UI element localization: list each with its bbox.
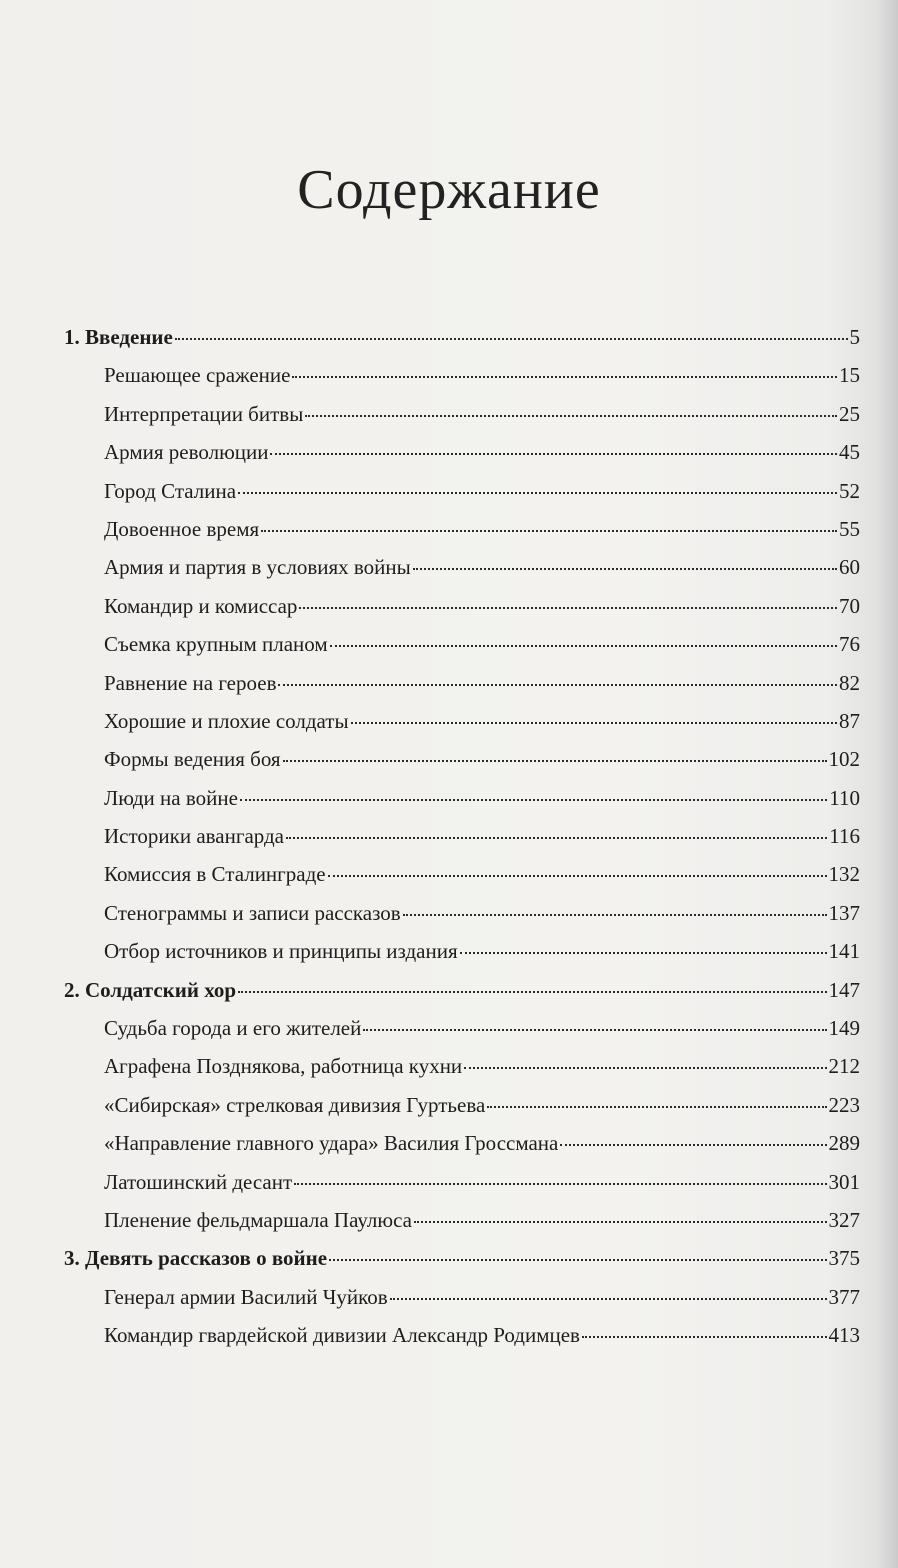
toc-entry-label: Отбор источников и принципы издания bbox=[104, 939, 458, 964]
page-title: Содержание bbox=[297, 159, 601, 221]
dot-leader bbox=[238, 990, 826, 993]
toc-page-number: 45 bbox=[839, 440, 860, 465]
toc-entry bbox=[58, 779, 860, 817]
toc-entry-label: Аграфена Позднякова, работница кухни bbox=[104, 1054, 463, 1079]
dot-leader bbox=[294, 1182, 826, 1185]
toc-entry-label: Стенограммы и записи рассказов bbox=[104, 900, 401, 925]
toc-entry-label: Командир и комиссар bbox=[104, 593, 298, 618]
toc-entry bbox=[58, 510, 860, 548]
toc-section-entry bbox=[58, 1239, 860, 1277]
toc-entry bbox=[58, 1086, 860, 1124]
toc-entry bbox=[58, 625, 860, 663]
toc-entry bbox=[58, 1316, 860, 1354]
dot-leader bbox=[240, 798, 827, 801]
dot-leader bbox=[286, 836, 827, 839]
toc-entry-label: Люди на войне bbox=[104, 785, 238, 810]
toc-entry bbox=[58, 356, 860, 394]
toc-entry bbox=[58, 1124, 860, 1162]
toc-page-number: 375 bbox=[828, 1246, 860, 1271]
toc-entry bbox=[58, 395, 860, 433]
toc-entry bbox=[58, 1163, 860, 1201]
toc-entry bbox=[58, 817, 860, 855]
toc-entry-label: Командир гвардейской дивизии Александр Родимцев bbox=[104, 1323, 580, 1348]
toc-section-entry bbox=[58, 318, 860, 356]
toc-page-number: 327 bbox=[828, 1207, 860, 1232]
toc-entry-label: 1. Введение bbox=[64, 325, 173, 349]
toc-page-number: 223 bbox=[828, 1092, 860, 1117]
dot-leader bbox=[278, 683, 837, 686]
toc-page-number: 137 bbox=[828, 900, 860, 925]
toc-page-number: 301 bbox=[828, 1169, 860, 1194]
toc-entry bbox=[58, 702, 860, 740]
toc-entry bbox=[58, 472, 860, 510]
toc-entry bbox=[58, 548, 860, 586]
toc-entry-label: Довоенное время bbox=[104, 516, 260, 541]
toc-entry-label: Интерпретации битвы bbox=[104, 401, 304, 426]
dot-leader bbox=[403, 913, 827, 916]
toc-entry-label: Пленение фельдмаршала Паулюса bbox=[104, 1207, 412, 1232]
toc-page-number: 70 bbox=[839, 593, 860, 618]
toc-page-number: 147 bbox=[828, 977, 860, 1002]
toc-entry bbox=[58, 664, 860, 702]
toc-entry bbox=[58, 1009, 860, 1047]
toc-entry bbox=[58, 587, 860, 625]
toc-page-number: 141 bbox=[828, 939, 860, 964]
dot-leader bbox=[487, 1105, 826, 1108]
toc-entry bbox=[58, 894, 860, 932]
dot-leader bbox=[270, 452, 837, 455]
toc-page-number: 25 bbox=[839, 401, 860, 426]
toc-entry-label: 2. Солдатский хор bbox=[64, 977, 237, 1002]
dot-leader bbox=[351, 721, 837, 724]
dot-leader bbox=[329, 1258, 826, 1261]
dot-leader bbox=[292, 375, 837, 378]
toc-page-number: 413 bbox=[828, 1323, 860, 1348]
toc-entry bbox=[58, 740, 860, 778]
toc-entry-label: Город Сталина bbox=[104, 478, 237, 503]
toc-page-number: 15 bbox=[839, 363, 860, 388]
toc-page-number: 76 bbox=[839, 632, 860, 657]
toc-entry-label: Решающее сражение bbox=[104, 363, 291, 388]
toc-entry-label: Судьба города и его жителей bbox=[104, 1016, 362, 1041]
page-edge-shadow bbox=[876, 0, 898, 1568]
dot-leader bbox=[363, 1028, 826, 1031]
toc-entry-label: Съемка крупным планом bbox=[104, 632, 328, 657]
table-of-contents bbox=[58, 318, 860, 1355]
toc-entry-label: Армия революции bbox=[104, 440, 269, 465]
toc-section-entry bbox=[58, 971, 860, 1009]
dot-leader bbox=[175, 337, 848, 340]
toc-page-number: 132 bbox=[828, 862, 860, 887]
dot-leader bbox=[330, 644, 837, 647]
toc-entry-label: Армия и партия в условиях войны bbox=[104, 555, 411, 580]
toc-page-number: 55 bbox=[839, 516, 860, 541]
toc-page-number: 149 bbox=[828, 1016, 860, 1041]
toc-entry-label: Историки авангарда bbox=[104, 824, 284, 849]
toc-page-number: 289 bbox=[828, 1131, 860, 1156]
toc-page-number: 52 bbox=[839, 478, 860, 503]
dot-leader bbox=[460, 951, 827, 954]
toc-entry bbox=[58, 855, 860, 893]
toc-entry bbox=[58, 1278, 860, 1316]
toc-page-number: 60 bbox=[839, 555, 860, 580]
toc-page-number: 212 bbox=[828, 1054, 860, 1079]
dot-leader bbox=[413, 567, 837, 570]
toc-entry-label: Латошинский десант bbox=[104, 1169, 293, 1194]
toc-entry-label: Формы ведения боя bbox=[104, 747, 281, 772]
toc-entry bbox=[58, 1201, 860, 1239]
toc-entry bbox=[58, 1047, 860, 1085]
toc-entry bbox=[58, 433, 860, 471]
dot-leader bbox=[560, 1143, 826, 1146]
toc-page-number: 110 bbox=[829, 785, 860, 810]
toc-entry-label: Хорошие и плохие солдаты bbox=[104, 708, 349, 733]
dot-leader bbox=[414, 1220, 827, 1223]
toc-entry-label: Комиссия в Сталинграде bbox=[104, 862, 326, 887]
dot-leader bbox=[464, 1066, 826, 1069]
toc-page-number: 5 bbox=[849, 325, 860, 349]
dot-leader bbox=[390, 1297, 827, 1300]
toc-entry-label: «Направление главного удара» Василия Гроссмана bbox=[104, 1131, 559, 1156]
dot-leader bbox=[238, 491, 837, 494]
toc-entry-label: Равнение на героев bbox=[104, 670, 277, 695]
toc-entry-label: «Сибирская» стрелковая дивизия Гуртьева bbox=[104, 1092, 486, 1117]
dot-leader bbox=[261, 529, 837, 532]
toc-page-number: 82 bbox=[839, 670, 860, 695]
dot-leader bbox=[305, 414, 837, 417]
dot-leader bbox=[328, 874, 827, 877]
toc-entry bbox=[58, 932, 860, 970]
dot-leader bbox=[283, 759, 827, 762]
toc-page-number: 102 bbox=[828, 747, 860, 772]
dot-leader bbox=[299, 606, 837, 609]
toc-page-number: 377 bbox=[828, 1284, 860, 1309]
toc-entry-label: 3. Девять рассказов о войне bbox=[64, 1246, 328, 1271]
toc-page-number: 87 bbox=[839, 708, 860, 733]
toc-entry-label: Генерал армии Василий Чуйков bbox=[104, 1284, 388, 1309]
toc-page-number: 116 bbox=[829, 824, 860, 849]
dot-leader bbox=[582, 1335, 827, 1338]
